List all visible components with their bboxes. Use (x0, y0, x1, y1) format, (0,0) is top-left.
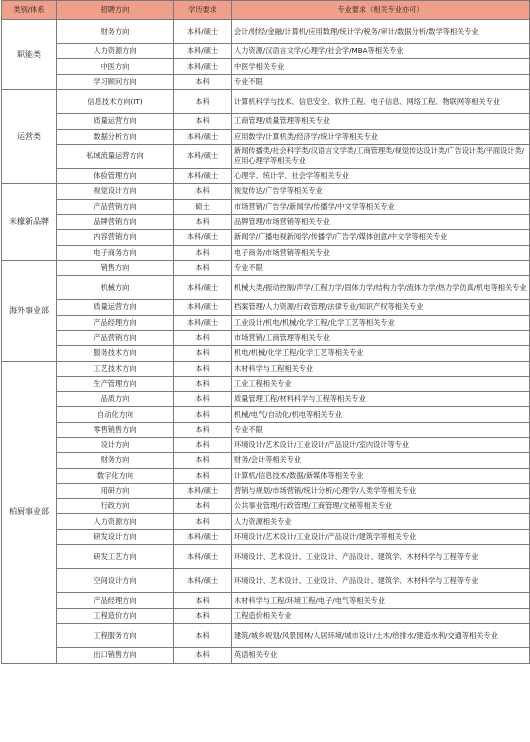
category-cell: 海外事业部 (2, 260, 57, 361)
education-cell: 本科/硕士 (174, 569, 232, 593)
major-cell: 机械/电气/自动化/机电等相关专业 (232, 407, 530, 422)
education-cell: 本科 (174, 437, 232, 452)
direction-cell: 用研方向 (57, 483, 174, 498)
major-cell: 品牌管理/市场营销等相关专业 (232, 214, 530, 229)
table-row (2, 315, 530, 330)
major-cell: 新闻学/广播电视新闻学/传播学/广告学/媒体创意/中文学等相关专业 (232, 230, 530, 245)
major-cell: 木材科学与工程相关专业 (232, 361, 530, 376)
direction-cell: 数据分析方向 (57, 129, 174, 144)
direction-cell: 工程服务方向 (57, 624, 174, 648)
table-row (2, 144, 530, 168)
education-cell: 本科/硕士 (174, 44, 232, 59)
direction-cell: 质量运营方向 (57, 300, 174, 315)
education-cell: 本科/硕士 (174, 529, 232, 544)
table-row (2, 453, 530, 468)
table-row (2, 114, 530, 129)
table-row (2, 499, 530, 514)
major-cell: 机械大类/振动控制/声学/工程力学/固体力学/结构力学/流体力学/热力学仿真/机电等相关专业 (232, 276, 530, 300)
education-cell: 本科 (174, 74, 232, 89)
education-cell: 本科/硕士 (174, 20, 232, 44)
education-cell: 本科 (174, 499, 232, 514)
major-cell: 心理学、统计学、社会学等相关专业 (232, 169, 530, 184)
table-row (2, 44, 530, 59)
major-cell: 工业设计/机电/机械/化学工程/化学工艺等相关专业 (232, 315, 530, 330)
major-cell: 市场营销/工商管理等相关专业 (232, 330, 530, 345)
table-row (2, 392, 530, 407)
direction-cell: 电子商务方向 (57, 245, 174, 260)
education-cell: 本科/硕士 (174, 169, 232, 184)
direction-cell: 质量运营方向 (57, 114, 174, 129)
direction-cell: 产品营销方向 (57, 330, 174, 345)
major-cell: 计算机/信息技术/数据/新媒体等相关专业 (232, 468, 530, 483)
major-cell: 工程造价相关专业 (232, 608, 530, 623)
direction-cell: 研发设计方向 (57, 529, 174, 544)
education-cell: 本科/硕士 (174, 483, 232, 498)
direction-cell: 机械方向 (57, 276, 174, 300)
direction-cell: 行政方向 (57, 499, 174, 514)
category-cell: 职能类 (2, 20, 57, 90)
education-cell: 本科 (174, 376, 232, 391)
table-row (2, 483, 530, 498)
header-direction: 招聘方向 (57, 1, 174, 20)
direction-cell: 出口销售方向 (57, 648, 174, 663)
table-row (2, 245, 530, 260)
direction-cell: 自动化方向 (57, 407, 174, 422)
direction-cell: 信息技术方向(IT) (57, 90, 174, 114)
education-cell: 本科/硕士 (174, 276, 232, 300)
education-cell: 本科 (174, 90, 232, 114)
table-row (2, 90, 530, 114)
education-cell: 本科 (174, 184, 232, 199)
direction-cell: 中医方向 (57, 59, 174, 74)
major-cell: 机电/机械/化学工程/化学工艺等相关专业 (232, 346, 530, 361)
education-cell: 本科 (174, 407, 232, 422)
direction-cell: 品牌营销方向 (57, 214, 174, 229)
table-row (2, 608, 530, 623)
education-cell: 本科 (174, 514, 232, 529)
major-cell: 环境设计、艺术设计、工业设计、产品设计、建筑学、木材科学与工程等专业 (232, 545, 530, 569)
major-cell: 环境设计/艺术设计/工业设计/产品设计/室内设计等专业 (232, 437, 530, 452)
major-cell: 建筑/城乡规划/风景园林/人居环境/城市设计/土木/给排水/建造水利/交通等相关专业 (232, 624, 530, 648)
education-cell: 本科/硕士 (174, 59, 232, 74)
education-cell: 本科 (174, 392, 232, 407)
table-row (2, 376, 530, 391)
category-cell: 柏厨事业部 (2, 361, 57, 663)
education-cell: 本科 (174, 114, 232, 129)
major-cell: 会计/财经/金融/计算机/应用数理/统计学/税务/审计/数据分析/数学等相关专业 (232, 20, 530, 44)
education-cell: 本科 (174, 330, 232, 345)
header-category: 类别/体系 (2, 1, 57, 20)
education-cell: 本科 (174, 422, 232, 437)
education-cell: 本科/硕士 (174, 129, 232, 144)
education-cell: 本科 (174, 593, 232, 608)
direction-cell: 财务方向 (57, 453, 174, 468)
table-row (2, 514, 530, 529)
table-row (2, 624, 530, 648)
header-major: 专业要求（相关专业亦可） (232, 1, 530, 20)
table-row (2, 437, 530, 452)
table-row (2, 422, 530, 437)
major-cell: 档案管理/人力资源/行政管理/法律专业/知识产权等相关专业 (232, 300, 530, 315)
table-row (2, 545, 530, 569)
major-cell: 中医学相关专业 (232, 59, 530, 74)
table-row (2, 346, 530, 361)
table-row (2, 361, 530, 376)
table-body (2, 20, 530, 664)
major-cell: 视觉传达/广告学等相关专业 (232, 184, 530, 199)
direction-cell: 体验管理方向 (57, 169, 174, 184)
education-cell: 本科 (174, 361, 232, 376)
major-cell: 公共事业管理/行政管理/工商管理/文秘等相关专业 (232, 499, 530, 514)
education-cell: 本科 (174, 608, 232, 623)
direction-cell: 产品经理方向 (57, 593, 174, 608)
direction-cell: 数字化方向 (57, 468, 174, 483)
table-row (2, 569, 530, 593)
table-row (2, 230, 530, 245)
table-row (2, 300, 530, 315)
direction-cell: 工程造价方向 (57, 608, 174, 623)
direction-cell: 品质方向 (57, 392, 174, 407)
education-cell: 本科 (174, 453, 232, 468)
major-cell: 市场营销/广告学/新闻学/传播学/中文学等相关专业 (232, 199, 530, 214)
direction-cell: 人力资源方向 (57, 44, 174, 59)
category-cell: 米檬新品牌 (2, 184, 57, 260)
direction-cell: 设计方向 (57, 437, 174, 452)
table-row (2, 20, 530, 44)
major-cell: 人力资源相关专业 (232, 514, 530, 529)
direction-cell: 销售方向 (57, 260, 174, 275)
direction-cell: 零售销售方向 (57, 422, 174, 437)
direction-cell: 内容营销方向 (57, 230, 174, 245)
table-row (2, 184, 530, 199)
education-cell: 本科/硕士 (174, 315, 232, 330)
education-cell: 本科/硕士 (174, 300, 232, 315)
table-header-row (2, 1, 530, 20)
recruitment-table (1, 0, 530, 664)
direction-cell: 产品营销方向 (57, 199, 174, 214)
table-row (2, 529, 530, 544)
education-cell: 本科 (174, 260, 232, 275)
direction-cell: 私域流量运营方向 (57, 144, 174, 168)
major-cell: 环境设计、艺术设计、工业设计、产品设计、建筑学、木材科学与工程等专业 (232, 569, 530, 593)
direction-cell: 视觉设计方向 (57, 184, 174, 199)
major-cell: 专业不限 (232, 74, 530, 89)
education-cell: 本科 (174, 648, 232, 663)
table-row (2, 330, 530, 345)
major-cell: 人力资源/汉语言文学/心理学/社会学/MBA等相关专业 (232, 44, 530, 59)
direction-cell: 生产管理方向 (57, 376, 174, 391)
major-cell: 新闻传播类/社会科学类/汉语言文学类/工商管理类/视觉传达设计类/广告设计类/平面设计类/应用心理学等相关专业 (232, 144, 530, 168)
major-cell: 环境设计/艺术设计/工业设计/产品设计/建筑学等相关专业 (232, 529, 530, 544)
major-cell: 专业不限 (232, 260, 530, 275)
education-cell: 本科 (174, 346, 232, 361)
table-row (2, 468, 530, 483)
major-cell: 营销与规划/市场营销/统计分析/心理学/人类学等相关专业 (232, 483, 530, 498)
direction-cell: 人力资源方向 (57, 514, 174, 529)
table-row (2, 214, 530, 229)
major-cell: 质量管理工程/材料科学与工程等相关专业 (232, 392, 530, 407)
table-row (2, 276, 530, 300)
major-cell: 应用数学/计算机类/经济学/统计学等相关专业 (232, 129, 530, 144)
education-cell: 本科/硕士 (174, 144, 232, 168)
table-row (2, 593, 530, 608)
major-cell: 电子商务/市场营销等相关专业 (232, 245, 530, 260)
table-row (2, 199, 530, 214)
direction-cell: 研发工艺方向 (57, 545, 174, 569)
major-cell: 工商管理/质量管理等相关专业 (232, 114, 530, 129)
education-cell: 本科/硕士 (174, 545, 232, 569)
direction-cell: 学习顾问方向 (57, 74, 174, 89)
table-row (2, 260, 530, 275)
table-row (2, 169, 530, 184)
direction-cell: 产品经理方向 (57, 315, 174, 330)
major-cell: 工业工程相关专业 (232, 376, 530, 391)
direction-cell: 空间设计方向 (57, 569, 174, 593)
category-cell: 运营类 (2, 90, 57, 184)
table-row (2, 59, 530, 74)
education-cell: 本科/硕士 (174, 230, 232, 245)
direction-cell: 工艺技术方向 (57, 361, 174, 376)
education-cell: 本科 (174, 468, 232, 483)
education-cell: 本科 (174, 214, 232, 229)
table-row (2, 407, 530, 422)
direction-cell: 财务方向 (57, 20, 174, 44)
major-cell: 财务/会计等相关专业 (232, 453, 530, 468)
major-cell: 专业不限 (232, 422, 530, 437)
education-cell: 硕士 (174, 199, 232, 214)
education-cell: 本科 (174, 624, 232, 648)
table-row (2, 648, 530, 663)
table-row (2, 74, 530, 89)
direction-cell: 服务技术方向 (57, 346, 174, 361)
header-education: 学历要求 (174, 1, 232, 20)
education-cell: 本科 (174, 245, 232, 260)
major-cell: 英语相关专业 (232, 648, 530, 663)
major-cell: 计算机科学与技术、信息安全、软件工程、电子信息、网络工程、物联网等相关专业 (232, 90, 530, 114)
major-cell: 木材科学与工程/环境工程/电子/电气等相关专业 (232, 593, 530, 608)
table-row (2, 129, 530, 144)
